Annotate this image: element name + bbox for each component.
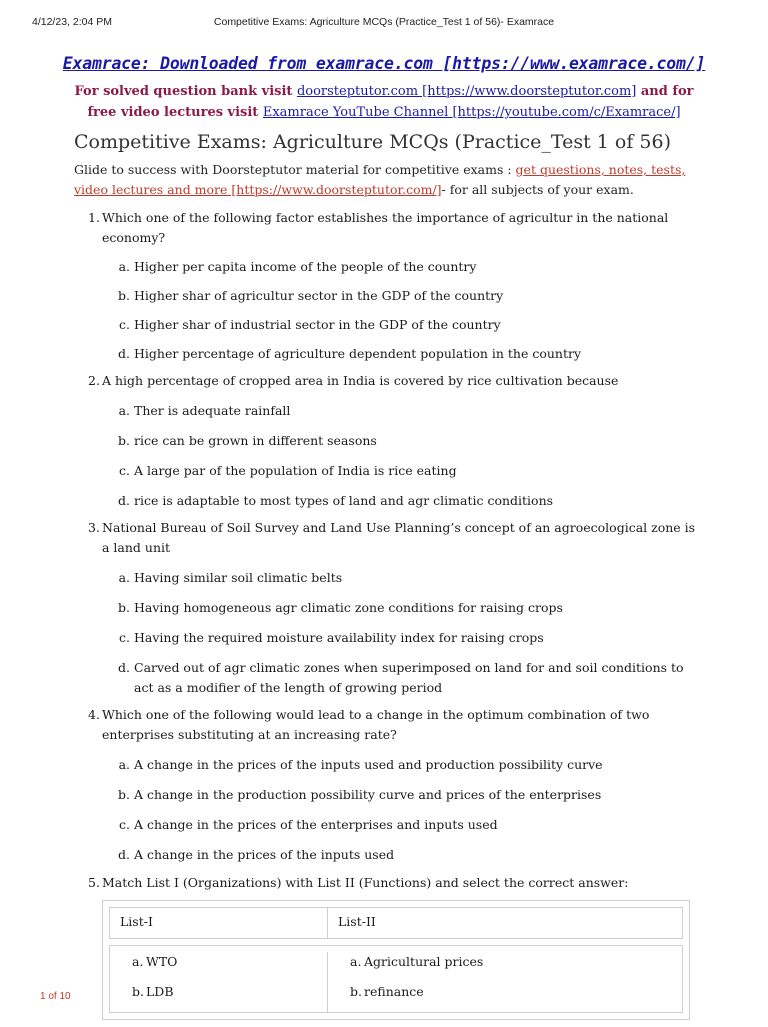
option-text: Carved out of agr climatic zones when superimposed on land for and soil conditions to act as a modifier of the length of growing period: [134, 660, 684, 695]
match-list-table: [102, 900, 690, 1020]
option-b: [114, 598, 702, 618]
intro-paragraph: [74, 160, 698, 200]
option-c: [114, 461, 702, 481]
list-item: [350, 982, 483, 1002]
option-label: d.: [118, 847, 130, 862]
option-b: [114, 286, 702, 306]
list-item-text: refinance: [364, 984, 424, 999]
option-label: d.: [118, 493, 130, 508]
table-header-list-2: List-II: [338, 914, 376, 929]
option-d: [114, 344, 702, 364]
option-label: a.: [118, 757, 130, 772]
option-text: A change in the prices of the inputs used and production possibility curve: [134, 757, 603, 772]
intro-tail: - for all subjects of your exam.: [441, 182, 634, 197]
list-item: [350, 952, 483, 972]
option-text: A change in the prices of the inputs used: [134, 847, 395, 862]
list-1-column: [110, 952, 328, 1012]
page-number: 1 of 10: [40, 991, 71, 1002]
option-text: Having similar soil climatic belts: [134, 570, 343, 585]
option-c: [114, 315, 702, 335]
promo-text-2: and for free video lectures visit: [87, 84, 694, 120]
option-text: rice can be grown in different seasons: [134, 433, 377, 448]
question-4: [88, 705, 702, 865]
list-item-text: Agricultural prices: [364, 954, 484, 969]
option-text: Higher shar of agricultur sector in the GDP of the country: [134, 288, 504, 303]
option-text: Higher per capita income of the people of the country: [134, 259, 477, 274]
list-item-label: a.: [350, 954, 362, 969]
option-label: d.: [118, 346, 130, 361]
option-b: [114, 785, 702, 805]
option-a: [114, 755, 702, 775]
promo-text-1: For solved question bank visit: [74, 84, 297, 99]
table-header-row: [109, 907, 683, 939]
examrace-banner-link[interactable]: Examrace: Downloaded from examrace.com [https://www.examrace.com/]: [62, 54, 706, 73]
option-label: a.: [118, 259, 130, 274]
question-3: [88, 518, 702, 698]
option-label: a.: [118, 570, 130, 585]
option-text: A change in the prices of the enterprises and inputs used: [134, 817, 498, 832]
list-item-label: a.: [132, 954, 144, 969]
option-label: a.: [118, 403, 130, 418]
option-label: c.: [119, 630, 130, 645]
question-number: 2.: [88, 373, 100, 388]
list-item-label: b.: [350, 984, 362, 999]
option-a: [114, 568, 702, 588]
option-label: b.: [118, 787, 130, 802]
option-a: [114, 401, 702, 421]
option-a: [114, 257, 702, 277]
question-number: 1.: [88, 210, 100, 225]
question-text: Which one of the following factor establishes the importance of agricultur in the national economy?: [102, 210, 669, 245]
option-text: Higher percentage of agriculture dependent population in the country: [134, 346, 582, 361]
option-text: Ther is adequate rainfall: [134, 403, 291, 418]
print-header: [32, 16, 736, 32]
option-d: [114, 845, 702, 865]
question-2: [88, 371, 702, 511]
question-list: [88, 208, 702, 1027]
option-d: [114, 491, 702, 511]
list-item-text: WTO: [146, 954, 178, 969]
option-d: [114, 658, 702, 698]
option-text: Having the required moisture availability index for raising crops: [134, 630, 544, 645]
option-label: c.: [119, 463, 130, 478]
intro-text: Glide to success with Doorsteptutor material for competitive exams :: [74, 162, 516, 177]
list-item-text: LDB: [146, 984, 174, 999]
option-label: b.: [118, 288, 130, 303]
table-header-list-1: List-I: [110, 908, 328, 938]
print-page-title: Competitive Exams: Agriculture MCQs (Practice_Test 1 of 56)- Examrace: [213, 16, 555, 28]
question-number: 4.: [88, 707, 100, 722]
question-number: 5.: [88, 875, 100, 890]
option-text: Having homogeneous agr climatic zone conditions for raising crops: [134, 600, 563, 615]
youtube-channel-link[interactable]: Examrace YouTube Channel [https://youtube.com/c/Examrace/]: [262, 105, 681, 120]
option-label: d.: [118, 660, 130, 675]
option-c: [114, 628, 702, 648]
page-title: Competitive Exams: Agriculture MCQs (Practice_Test 1 of 56): [74, 131, 671, 153]
option-text: A large par of the population of India is rice eating: [134, 463, 457, 478]
promo-text: [70, 81, 698, 123]
list-item: [132, 982, 327, 1002]
doorsteptutor-link[interactable]: doorsteptutor.com [https://www.doorsteptutor.com]: [296, 84, 637, 99]
list-item-label: b.: [132, 984, 144, 999]
option-text: rice is adaptable to most types of land and agr climatic conditions: [134, 493, 554, 508]
list-2-column: [328, 952, 483, 1012]
option-label: b.: [118, 600, 130, 615]
option-text: A change in the production possibility curve and prices of the enterprises: [134, 787, 602, 802]
table-body-row: [109, 945, 683, 1013]
question-1: [88, 208, 702, 364]
list-item: [132, 952, 327, 972]
question-text: A high percentage of cropped area in India is covered by rice cultivation because: [102, 373, 619, 388]
option-text: Higher shar of industrial sector in the GDP of the country: [134, 317, 501, 332]
doorsteptutor-material-link[interactable]: get questions, notes, tests, video lectures and more [https://www.doorsteptutor.com/]: [74, 162, 686, 197]
question-number: 3.: [88, 520, 100, 535]
question-5: [88, 873, 702, 1020]
option-label: c.: [119, 817, 130, 832]
option-label: b.: [118, 433, 130, 448]
question-text: Which one of the following would lead to a change in the optimum combination of two enterprises substituting at an increasing rate?: [102, 707, 650, 742]
option-b: [114, 431, 702, 451]
question-text: National Bureau of Soil Survey and Land Use Planning’s concept of an agroecological zone is a land unit: [102, 520, 696, 555]
question-text: Match List I (Organizations) with List II (Functions) and select the correct answer:: [102, 875, 629, 890]
option-label: c.: [119, 317, 130, 332]
print-datetime: 4/12/23, 2:04 PM: [32, 16, 112, 28]
option-c: [114, 815, 702, 835]
